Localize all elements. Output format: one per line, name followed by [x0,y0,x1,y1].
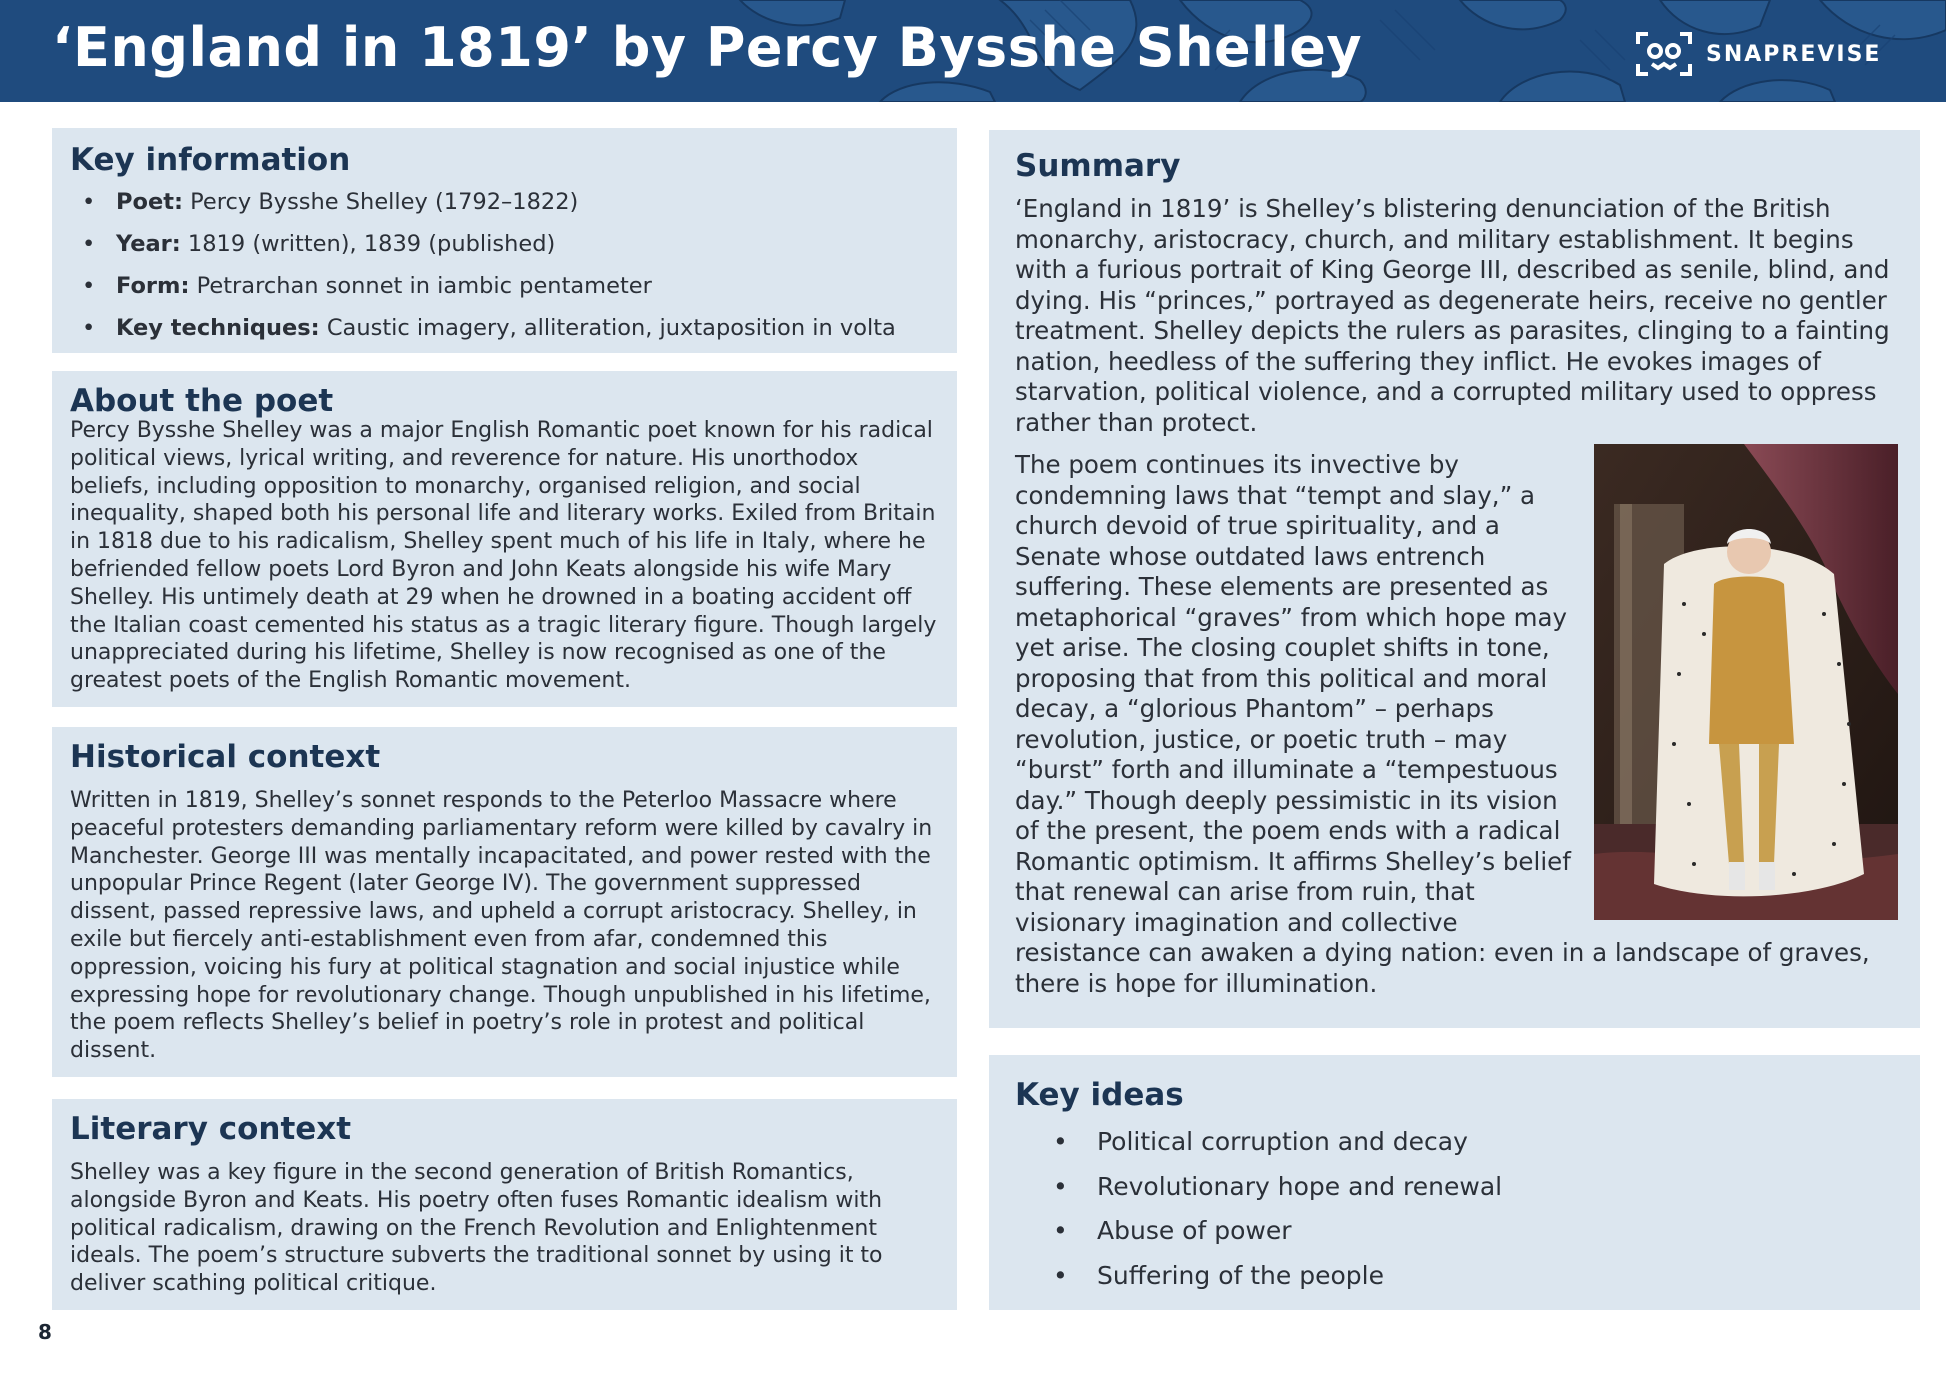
list-item [70,188,939,216]
summary-paragraph-2: The poem continues its invective by condemning laws that “tempt and slay,” a church devoid of true spirituality, and a Senate whose outdated laws entrench suffering. These elements are presented as metaphorical “graves” from which hope may yet arise. The closing couplet shifts in tone, proposing that from this political and moral decay, a “glorious Phantom” – perhaps revolution, justice, or poetic truth – may “burst” forth and illuminate a “tempestuous day.” Though deeply pessimistic in its vision of the present, the poem ends with a radical Romantic optimism. It affirms Shelley’s belief that renewal can arise from ruin, that visionary imagination and collective resistance can awaken a dying nation: even in a landscape of graves, there is hope for illumination. [1015,450,1870,998]
idea-text: Suffering of the people [1097,1260,1384,1290]
historical-context-heading: Historical context [70,739,381,775]
bullet: • [1053,1260,1068,1290]
key-ideas-heading: Key ideas [1015,1077,1184,1113]
summary-paragraph-1: ‘England in 1819’ is Shelley’s blistering denunciation of the British monarchy, aristocracy, church, and military establishment. It begins with a furious portrait of King George III, described as senile, blind, and dying. His “princes,” portrayed as degenerate heirs, receive no gentler treatment. Shelley depicts the rulers as parasites, clinging to a fainting nation, heedless of the suffering they inflict. He evokes images of starvation, political violence, and a corrupted military used to oppress rather than protect. [1015,194,1890,437]
brand-logo [1634,30,1881,78]
historical-context-box [52,727,957,1077]
page-title: ‘England in 1819’ by Percy Bysshe Shelley [52,16,1363,79]
about-poet-box [52,371,957,707]
literary-context-box [52,1099,957,1310]
summary-heading: Summary [1015,148,1181,184]
bullet: • [82,315,96,341]
bullet: • [1053,1216,1068,1245]
list-item [70,272,939,300]
about-poet-text: Percy Bysshe Shelley was a major English Romantic poet known for his radical political views, lyrical writing, and reverence for nature. His unorthodox beliefs, including opposition to monarchy, organised religion, and social inequality, shaped both his personal life and literary works. Exiled from Britain in 1818 due to his radicalism, Shelley spent much of his life in Italy, where he befriended fellow poets Lord Byron and John Keats alongside his wife Mary Shelley. His untimely death at 29 when he drowned in a boating accident off the Italian coast cemented his status as a tragic literary figure. Though largely unappreciated during his lifetime, Shelley is now recognised as one of the greatest poets of the English Romantic movement. [70,418,937,694]
idea-text: Revolutionary hope and renewal [1097,1171,1503,1201]
about-poet-heading: About the poet [70,383,334,419]
key-information-list [70,188,939,342]
bullet: • [1053,1127,1068,1156]
item-label: Key techniques: [116,315,320,341]
key-ideas-list [1015,1127,1894,1291]
summary-box [989,130,1920,1028]
key-information-box [52,128,957,353]
page-number: 8 [38,1320,52,1344]
item-value: Petrarchan sonnet in iambic pentameter [196,273,652,299]
item-label: Form: [116,273,190,299]
item-value: 1819 (written), 1839 (published) [187,231,556,257]
bullet: • [82,231,96,257]
king-george-iii-portrait [1594,444,1898,920]
historical-context-text: Written in 1819, Shelley’s sonnet responds to the Peterloo Massacre where peaceful protesters demanding parliamentary reform were killed by cavalry in Manchester. George III was mentally incapacitated, and power rested with the unpopular Prince Regent (later George IV). The government suppressed dissent, passed repressive laws, and upheld a corrupt aristocracy. Shelley, in exile but fiercely anti-establishment even from afar, condemned this oppression, voicing his fury at political stagnation and social injustice while expressing hope for revolutionary change. Though unpublished in his lifetime, the poem reflects Shelley’s belief in poetry’s role in protest and political dissent. [70,788,933,1064]
idea-text: Political corruption and decay [1097,1127,1468,1156]
idea-text: Abuse of power [1097,1216,1292,1245]
bullet: • [1053,1171,1068,1201]
header-banner [0,0,1946,102]
list-item [1015,1172,1894,1202]
key-ideas-box [989,1055,1920,1310]
item-value: Percy Bysshe Shelley (1792–1822) [190,189,579,215]
brand-name: SNAPREVISE [1706,41,1882,67]
list-item [1015,1127,1894,1157]
literary-context-text: Shelley was a key figure in the second generation of British Romantics, alongside Byron and Keats. His poetry often fuses Romantic idealism with political radicalism, drawing on the French Revolution and Enlightenment ideals. The poem’s structure subverts the traditional sonnet by using it to deliver scathing political critique. [70,1160,883,1297]
list-item [70,314,939,342]
item-label: Year: [116,231,181,257]
literary-context-heading: Literary context [70,1111,352,1147]
item-value: Caustic imagery, alliteration, juxtaposition in volta [326,315,896,341]
snaprevise-face-logo-icon [1634,30,1694,78]
list-item [1015,1261,1894,1291]
key-information-heading: Key information [70,142,351,178]
list-item [1015,1216,1894,1246]
bullet: • [82,273,96,299]
item-label: Poet: [116,189,183,215]
list-item [70,230,939,258]
bullet: • [82,189,96,215]
